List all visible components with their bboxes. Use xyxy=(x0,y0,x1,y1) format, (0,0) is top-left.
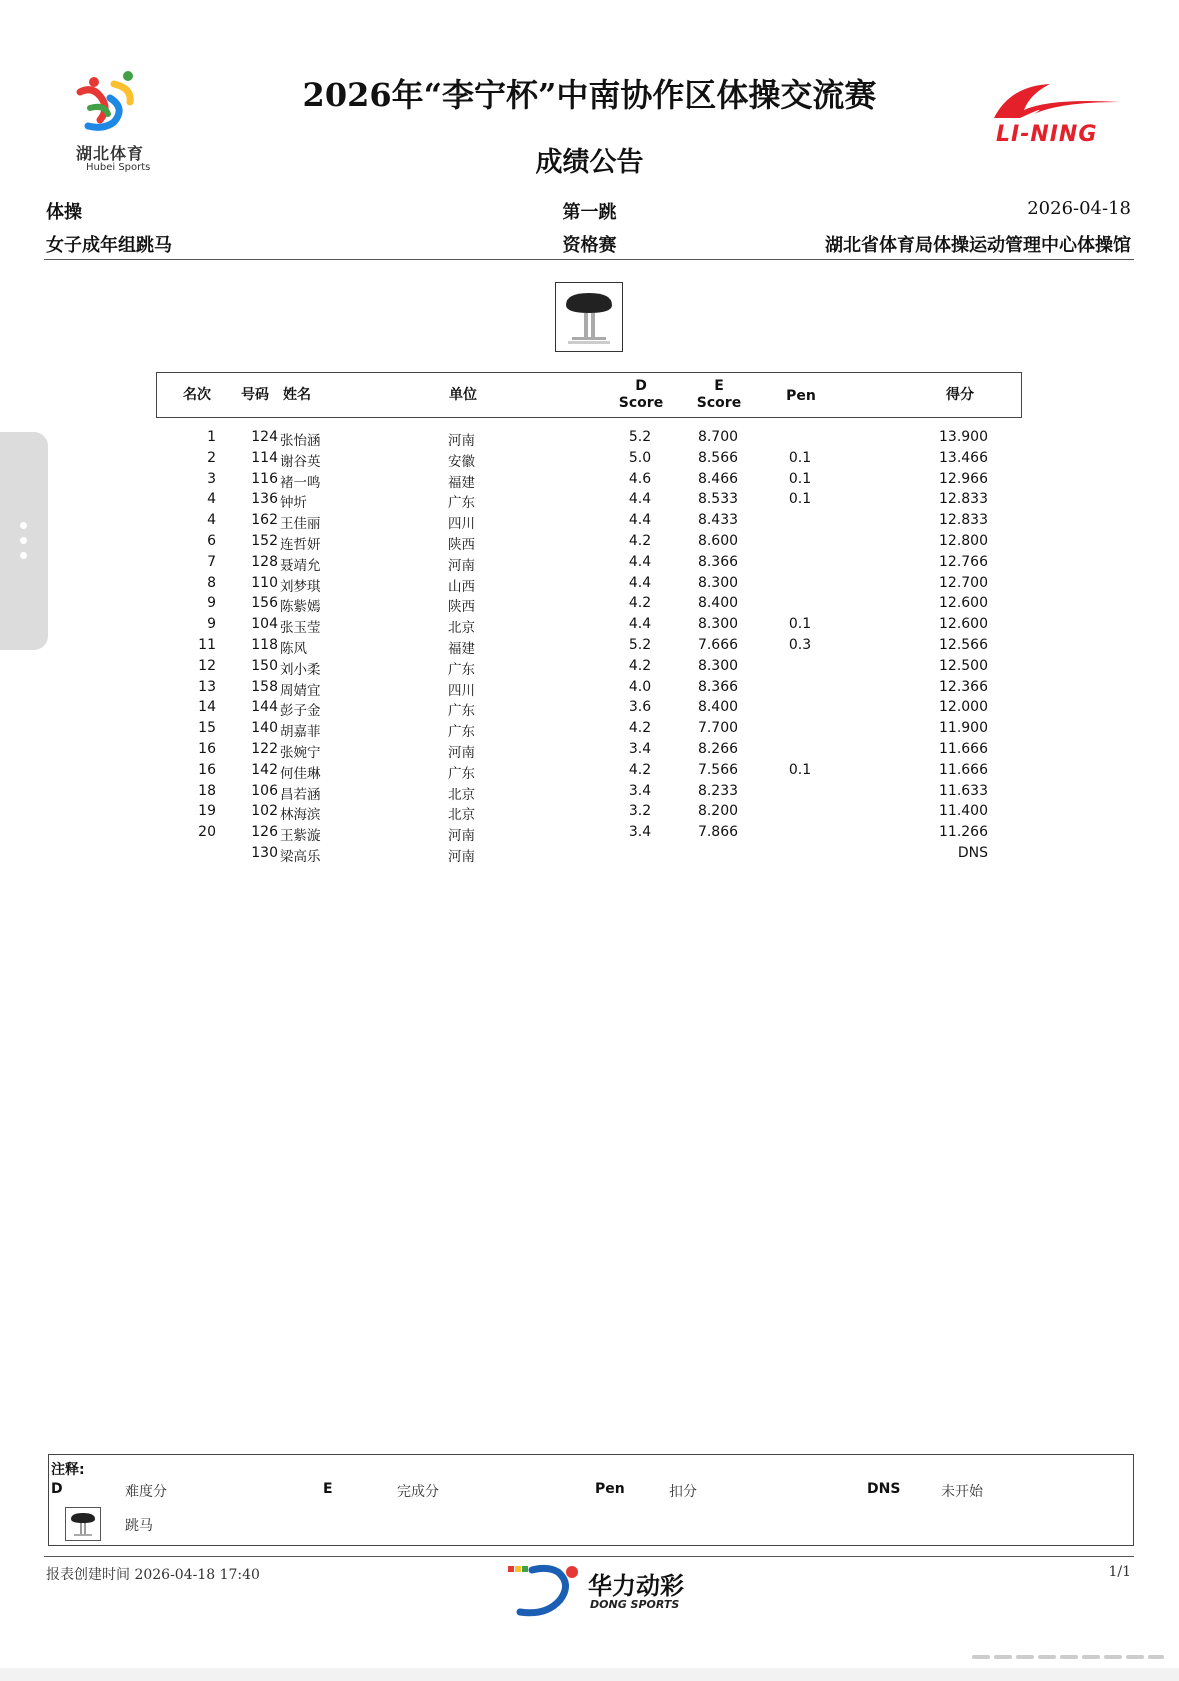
athlete-name-cell: 陈风 xyxy=(280,641,307,657)
bib-cell: 116 xyxy=(251,470,278,487)
team-cell: 福建 xyxy=(448,641,475,657)
bib-cell: 118 xyxy=(251,637,278,653)
rank-cell: 2 xyxy=(207,449,216,466)
bib-cell: 122 xyxy=(251,741,278,757)
d-score-cell: 3.4 xyxy=(628,824,652,841)
bib-cell: 140 xyxy=(251,720,278,737)
bib-cell: 144 xyxy=(251,699,278,716)
results-table-header xyxy=(156,372,1022,418)
table-row xyxy=(156,471,1020,491)
rank-cell: 6 xyxy=(207,533,216,549)
header-total: 得分 xyxy=(946,387,974,403)
bib-cell: 114 xyxy=(251,449,278,466)
e-score-cell: 8.200 xyxy=(697,803,739,820)
total-score-cell: 11.266 xyxy=(939,824,988,841)
total-score-cell: DNS xyxy=(957,845,988,861)
e-score-cell: 8.366 xyxy=(697,678,739,695)
e-score-cell: 8.566 xyxy=(697,449,739,466)
athlete-name-cell: 林海滨 xyxy=(280,807,321,824)
e-score-cell: 8.466 xyxy=(697,470,739,487)
vault-icon xyxy=(555,282,623,352)
bib-cell: 126 xyxy=(251,824,278,841)
table-row xyxy=(156,595,1020,615)
e-score-cell: 8.266 xyxy=(697,741,739,757)
rank-cell: 4 xyxy=(207,491,216,508)
table-row xyxy=(156,720,1020,740)
bib-cell: 158 xyxy=(251,678,278,695)
team-cell: 广东 xyxy=(448,661,475,678)
table-row xyxy=(156,429,1020,449)
meta-event: 女子成年组跳马 xyxy=(46,235,172,256)
athlete-name-cell: 张婉宁 xyxy=(280,745,321,761)
total-score-cell: 12.766 xyxy=(939,553,988,570)
d-score-cell: 4.4 xyxy=(628,616,652,633)
total-score-cell: 12.366 xyxy=(939,678,988,695)
table-row xyxy=(156,824,1020,844)
penalty-cell: 0.1 xyxy=(788,470,812,487)
d-score-cell: 3.6 xyxy=(628,699,652,716)
team-cell: 北京 xyxy=(448,620,475,637)
e-score-cell: 7.866 xyxy=(697,824,739,841)
e-score-cell: 8.700 xyxy=(697,429,739,445)
table-row xyxy=(156,554,1020,574)
d-score-cell: 4.0 xyxy=(628,678,652,695)
athlete-name-cell: 谢谷英 xyxy=(280,453,321,470)
d-score-cell: 3.4 xyxy=(628,741,652,757)
athlete-name-cell: 张怡涵 xyxy=(280,433,321,449)
rank-cell: 20 xyxy=(198,824,216,841)
header-divider xyxy=(44,259,1134,260)
table-row xyxy=(156,491,1020,511)
dong-sports-emblem-icon xyxy=(506,1560,586,1618)
rank-cell: 4 xyxy=(207,512,216,529)
d-score-cell: 4.4 xyxy=(628,553,652,570)
athlete-name-cell: 钟圻 xyxy=(280,495,307,512)
footer-divider xyxy=(44,1556,1134,1557)
athlete-name-cell: 陈紫嫣 xyxy=(280,599,321,616)
team-cell: 陕西 xyxy=(448,599,475,616)
team-cell: 河南 xyxy=(448,828,475,845)
bib-cell: 124 xyxy=(251,429,278,445)
page-title: 2026年“李宁杯”中南协作区体操交流赛 xyxy=(302,76,877,114)
d-score-cell: 3.2 xyxy=(628,803,652,820)
rank-cell: 14 xyxy=(198,699,216,716)
total-score-cell: 12.833 xyxy=(939,512,988,529)
total-score-cell: 11.900 xyxy=(939,720,988,737)
legend-vault-value: 跳马 xyxy=(125,1518,153,1534)
total-score-cell: 12.500 xyxy=(939,657,988,674)
bib-cell: 162 xyxy=(251,512,278,529)
athlete-name-cell: 聂靖允 xyxy=(280,557,321,574)
d-score-cell: 5.0 xyxy=(628,449,652,466)
team-cell: 四川 xyxy=(448,682,475,699)
dong-sports-logo xyxy=(506,1560,706,1618)
team-cell: 陕西 xyxy=(448,537,475,553)
page-number: 1/1 xyxy=(1108,1564,1131,1580)
total-score-cell: 11.666 xyxy=(939,741,988,757)
rank-cell: 18 xyxy=(198,782,216,799)
d-score-cell: 4.4 xyxy=(628,512,652,529)
e-score-cell: 8.433 xyxy=(697,512,739,529)
total-score-cell: 11.666 xyxy=(939,761,988,778)
team-cell: 四川 xyxy=(448,516,475,533)
lining-wordmark: LI-NING xyxy=(996,122,1098,147)
athlete-name-cell: 刘梦琪 xyxy=(280,578,321,595)
total-score-cell: 12.700 xyxy=(939,574,988,591)
total-score-cell: 12.600 xyxy=(939,595,988,612)
e-score-cell: 8.300 xyxy=(697,574,739,591)
rank-cell: 9 xyxy=(207,616,216,633)
athlete-name-cell: 连哲妍 xyxy=(280,537,321,553)
athlete-name-cell: 褚一鸣 xyxy=(280,474,321,491)
rank-cell: 13 xyxy=(198,678,216,695)
scrollbar-indicator[interactable] xyxy=(966,1652,1166,1662)
e-score-cell: 7.566 xyxy=(697,761,739,778)
e-score-cell: 8.400 xyxy=(697,595,739,612)
sponsor-name-cn: 华力动彩 xyxy=(588,1572,684,1600)
d-score-cell: 4.4 xyxy=(628,491,652,508)
total-score-cell: 11.400 xyxy=(939,803,988,820)
team-cell: 广东 xyxy=(448,724,475,741)
hubei-logo-text-en: Hubei Sports xyxy=(86,162,151,173)
header-pen: Pen xyxy=(786,388,816,404)
lining-logo xyxy=(990,80,1130,150)
header-rank: 名次 xyxy=(183,387,211,403)
athlete-name-cell: 何佳琳 xyxy=(280,765,321,782)
rank-cell: 16 xyxy=(198,741,216,757)
athlete-name-cell: 王紫漩 xyxy=(280,828,321,845)
meta-round: 第一跳 xyxy=(562,202,617,223)
legend-vault-icon xyxy=(65,1507,101,1541)
team-cell: 广东 xyxy=(448,703,475,720)
e-score-cell: 8.300 xyxy=(697,616,739,633)
bib-cell: 110 xyxy=(251,574,278,591)
legend-title: 注释: xyxy=(51,1462,85,1478)
total-score-cell: 11.633 xyxy=(939,782,988,799)
e-score-cell: 8.533 xyxy=(697,491,739,508)
table-row xyxy=(156,512,1020,532)
bib-cell: 130 xyxy=(251,845,278,861)
team-cell: 安徽 xyxy=(448,453,475,470)
e-score-cell: 8.400 xyxy=(697,699,739,716)
team-cell: 北京 xyxy=(448,807,475,824)
e-score-cell: 8.600 xyxy=(697,533,739,549)
athlete-name-cell: 周婧宜 xyxy=(280,682,321,699)
bib-cell: 142 xyxy=(251,761,278,778)
total-score-cell: 13.466 xyxy=(939,449,988,466)
bib-cell: 152 xyxy=(251,533,278,549)
total-score-cell: 12.566 xyxy=(939,637,988,653)
page-subtitle: 成绩公告 xyxy=(535,147,644,178)
d-score-cell: 5.2 xyxy=(628,429,652,445)
bib-cell: 106 xyxy=(251,782,278,799)
bib-cell: 150 xyxy=(251,657,278,674)
e-score-cell: 8.366 xyxy=(697,553,739,570)
header-e-score: E Score xyxy=(696,378,742,411)
meta-sport: 体操 xyxy=(46,202,82,223)
rank-cell: 1 xyxy=(207,429,216,445)
team-cell: 广东 xyxy=(448,765,475,782)
rank-cell: 9 xyxy=(207,595,216,612)
rank-cell: 7 xyxy=(207,553,216,570)
team-cell: 山西 xyxy=(448,578,475,595)
legend-pen-value: 扣分 xyxy=(669,1484,697,1500)
table-row xyxy=(156,762,1020,782)
team-cell: 河南 xyxy=(448,849,475,865)
legend-e-key: E xyxy=(323,1481,333,1497)
table-row xyxy=(156,616,1020,636)
d-score-cell: 4.2 xyxy=(628,533,652,549)
rank-cell: 3 xyxy=(207,470,216,487)
lining-swoosh-icon xyxy=(990,80,1124,122)
d-score-cell: 4.2 xyxy=(628,657,652,674)
rank-cell: 19 xyxy=(198,803,216,820)
table-row xyxy=(156,533,1020,553)
total-score-cell: 13.900 xyxy=(939,429,988,445)
athlete-name-cell: 昌若涵 xyxy=(280,786,321,803)
d-score-cell: 5.2 xyxy=(628,637,652,653)
total-score-cell: 12.000 xyxy=(939,699,988,716)
total-score-cell: 12.800 xyxy=(939,533,988,549)
table-row xyxy=(156,803,1020,823)
header-unit: 单位 xyxy=(449,387,477,403)
rank-cell: 11 xyxy=(198,637,216,653)
header-bib: 号码 xyxy=(241,387,269,403)
d-score-cell: 3.4 xyxy=(628,782,652,799)
meta-venue: 湖北省体育局体操运动管理中心体操馆 xyxy=(825,235,1131,256)
rank-cell: 15 xyxy=(198,720,216,737)
penalty-cell: 0.1 xyxy=(788,761,812,778)
header-name: 姓名 xyxy=(283,387,311,403)
total-score-cell: 12.966 xyxy=(939,470,988,487)
team-cell: 北京 xyxy=(448,786,475,803)
d-score-cell: 4.2 xyxy=(628,761,652,778)
sponsor-name-en: DONG SPORTS xyxy=(590,1598,680,1611)
rank-cell: 12 xyxy=(198,657,216,674)
team-cell: 河南 xyxy=(448,433,475,449)
team-cell: 福建 xyxy=(448,474,475,491)
table-row xyxy=(156,741,1020,761)
meta-phase: 资格赛 xyxy=(562,235,617,256)
report-created-time: 报表创建时间 2026-04-18 17:40 xyxy=(46,1567,260,1583)
legend-d-value: 难度分 xyxy=(125,1484,167,1500)
table-row xyxy=(156,783,1020,803)
team-cell: 河南 xyxy=(448,745,475,761)
total-score-cell: 12.833 xyxy=(939,491,988,508)
legend-dns-value: 未开始 xyxy=(941,1484,983,1500)
bib-cell: 102 xyxy=(251,803,278,820)
header-d-score: D Score xyxy=(618,378,664,411)
legend-box xyxy=(48,1454,1134,1546)
legend-pen-key: Pen xyxy=(595,1481,625,1497)
legend-d-key: D xyxy=(51,1481,63,1497)
penalty-cell: 0.3 xyxy=(788,637,812,653)
rank-cell: 8 xyxy=(207,574,216,591)
hubei-logo-text-cn: 湖北体育 xyxy=(76,144,145,163)
legend-e-value: 完成分 xyxy=(397,1484,439,1500)
team-cell: 河南 xyxy=(448,557,475,574)
d-score-cell: 4.2 xyxy=(628,720,652,737)
legend-dns-key: DNS xyxy=(867,1481,901,1497)
e-score-cell: 8.300 xyxy=(697,657,739,674)
table-row xyxy=(156,637,1020,657)
e-score-cell: 8.233 xyxy=(697,782,739,799)
d-score-cell: 4.6 xyxy=(628,470,652,487)
athlete-name-cell: 王佳丽 xyxy=(280,516,321,533)
rank-cell: 16 xyxy=(198,761,216,778)
e-score-cell: 7.666 xyxy=(697,637,739,653)
d-score-cell: 4.2 xyxy=(628,595,652,612)
athlete-name-cell: 张玉莹 xyxy=(280,620,321,637)
bib-cell: 128 xyxy=(251,553,278,570)
athlete-name-cell: 梁高乐 xyxy=(280,849,321,865)
bib-cell: 156 xyxy=(251,595,278,612)
table-row xyxy=(156,658,1020,678)
athlete-name-cell: 彭子金 xyxy=(280,703,321,720)
penalty-cell: 0.1 xyxy=(788,616,812,633)
table-row xyxy=(156,845,1020,865)
e-score-cell: 7.700 xyxy=(697,720,739,737)
d-score-cell: 4.4 xyxy=(628,574,652,591)
table-row xyxy=(156,699,1020,719)
bib-cell: 104 xyxy=(251,616,278,633)
athlete-name-cell: 刘小柔 xyxy=(280,661,321,678)
side-menu-handle[interactable] xyxy=(0,432,48,650)
table-row xyxy=(156,679,1020,699)
table-row xyxy=(156,575,1020,595)
table-row xyxy=(156,450,1020,470)
team-cell: 广东 xyxy=(448,495,475,512)
bib-cell: 136 xyxy=(251,491,278,508)
penalty-cell: 0.1 xyxy=(788,491,812,508)
meta-date: 2026-04-18 xyxy=(1027,198,1131,219)
athlete-name-cell: 胡嘉菲 xyxy=(280,724,321,741)
penalty-cell: 0.1 xyxy=(788,449,812,466)
total-score-cell: 12.600 xyxy=(939,616,988,633)
